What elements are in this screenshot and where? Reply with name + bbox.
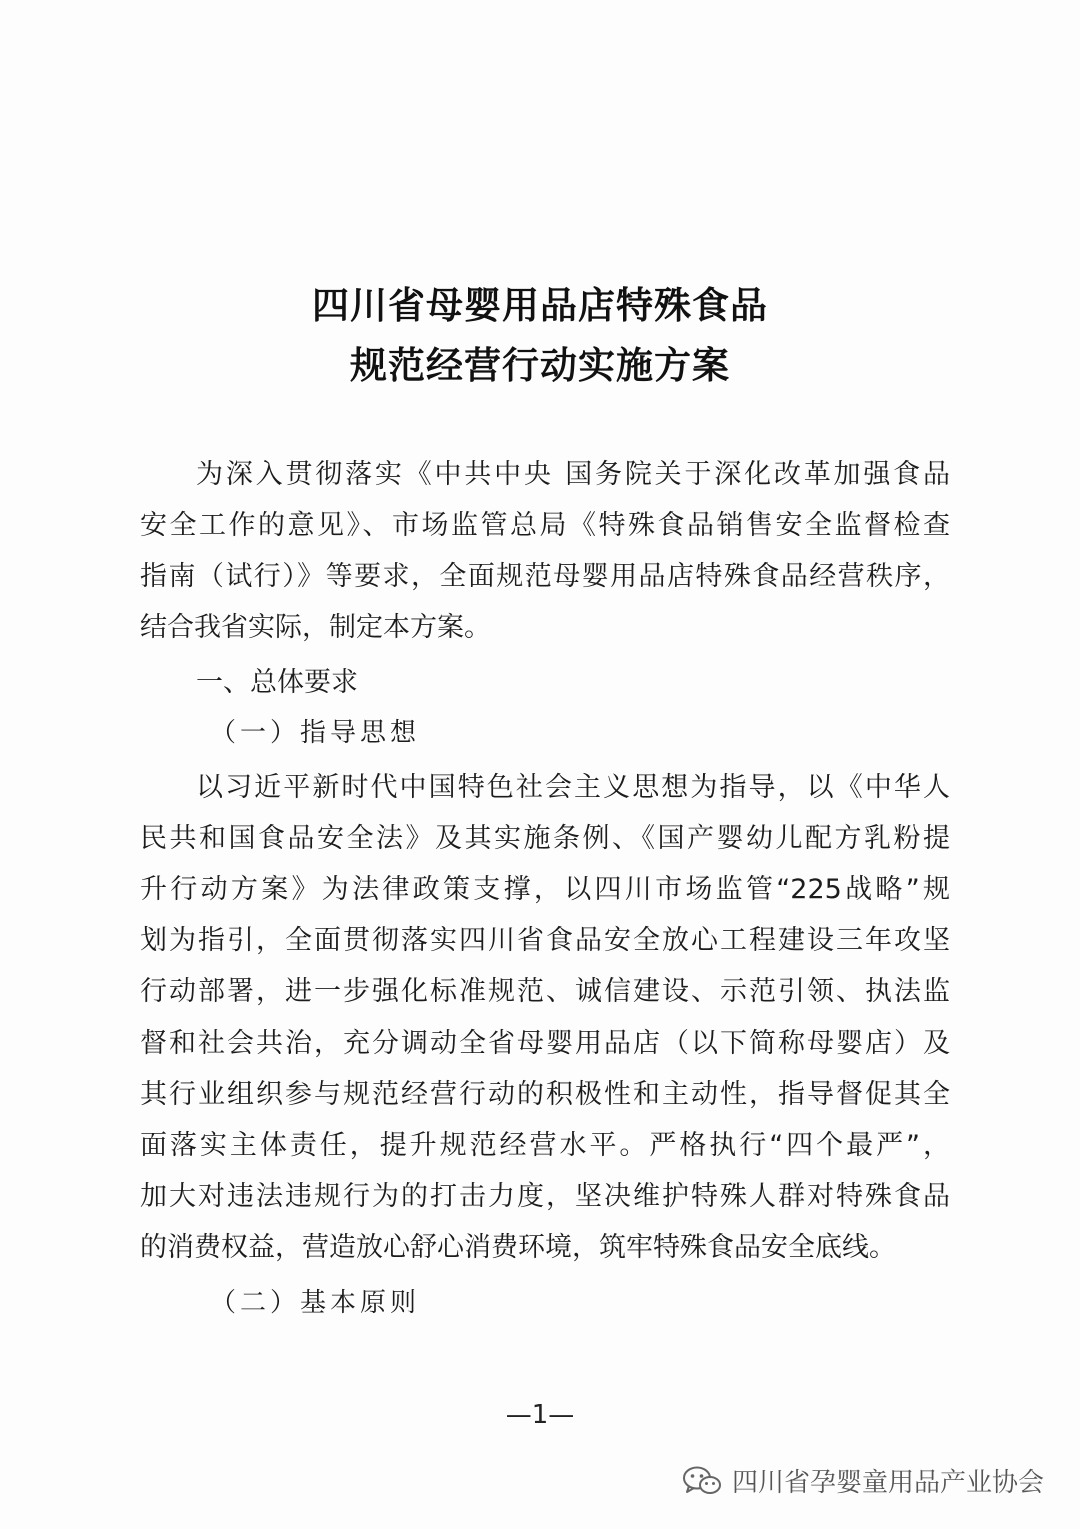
paragraph-line: 升行动方案》为法律政策支撑，以四川市场监管“225战略”规	[140, 874, 950, 905]
document-title-line1: 四川省母婴用品店特殊食品	[312, 283, 768, 327]
paragraph-line: 面落实主体责任，提升规范经营水平。严格执行“四个最严”，	[140, 1130, 950, 1161]
paragraph-line: 结合我省实际，制定本方案。	[140, 612, 491, 643]
paragraph-line: 其行业组织参与规范经营行动的积极性和主动性，指导督促其全	[140, 1079, 950, 1110]
wechat-watermark	[682, 1462, 1044, 1499]
paragraph-line: 民共和国食品安全法》及其实施条例、《国产婴幼儿配方乳粉提	[140, 823, 950, 854]
paragraph-line: 督和社会共治，充分调动全省母婴用品店（以下简称母婴店）及	[140, 1028, 950, 1059]
paragraph-line: 行动部署，进一步强化标准规范、诚信建设、示范引领、执法监	[140, 976, 950, 1007]
paragraph-line: 安全工作的意见》、市场监管总局《特殊食品销售安全监督检查	[140, 510, 950, 541]
paragraph-line: 以习近平新时代中国特色社会主义思想为指导，以《中华人	[196, 772, 950, 803]
subsection-heading: （一）指导思想	[210, 718, 421, 748]
paragraph-line: 为深入贯彻落实《中共中央 国务院关于深化改革加强食品	[196, 459, 950, 490]
paragraph-line: 的消费权益，营造放心舒心消费环境，筑牢特殊食品安全底线。	[140, 1232, 896, 1263]
wechat-icon	[682, 1465, 722, 1497]
document-title-line2: 规范经营行动实施方案	[350, 343, 730, 387]
section-heading: 一、总体要求	[196, 667, 358, 698]
page-number: —1—	[505, 1400, 575, 1430]
paragraph-line: 加大对违法违规行为的打击力度，坚决维护特殊人群对特殊食品	[140, 1181, 950, 1212]
subsection-heading: （二）基本原则	[210, 1288, 421, 1318]
watermark-text: 四川省孕婴童用品产业协会	[732, 1468, 1045, 1498]
paragraph-line: 指南（试行）》等要求，全面规范母婴用品店特殊食品经营秩序，	[140, 561, 950, 592]
paragraph-line: 划为指引，全面贯彻落实四川省食品安全放心工程建设三年攻坚	[140, 925, 950, 956]
